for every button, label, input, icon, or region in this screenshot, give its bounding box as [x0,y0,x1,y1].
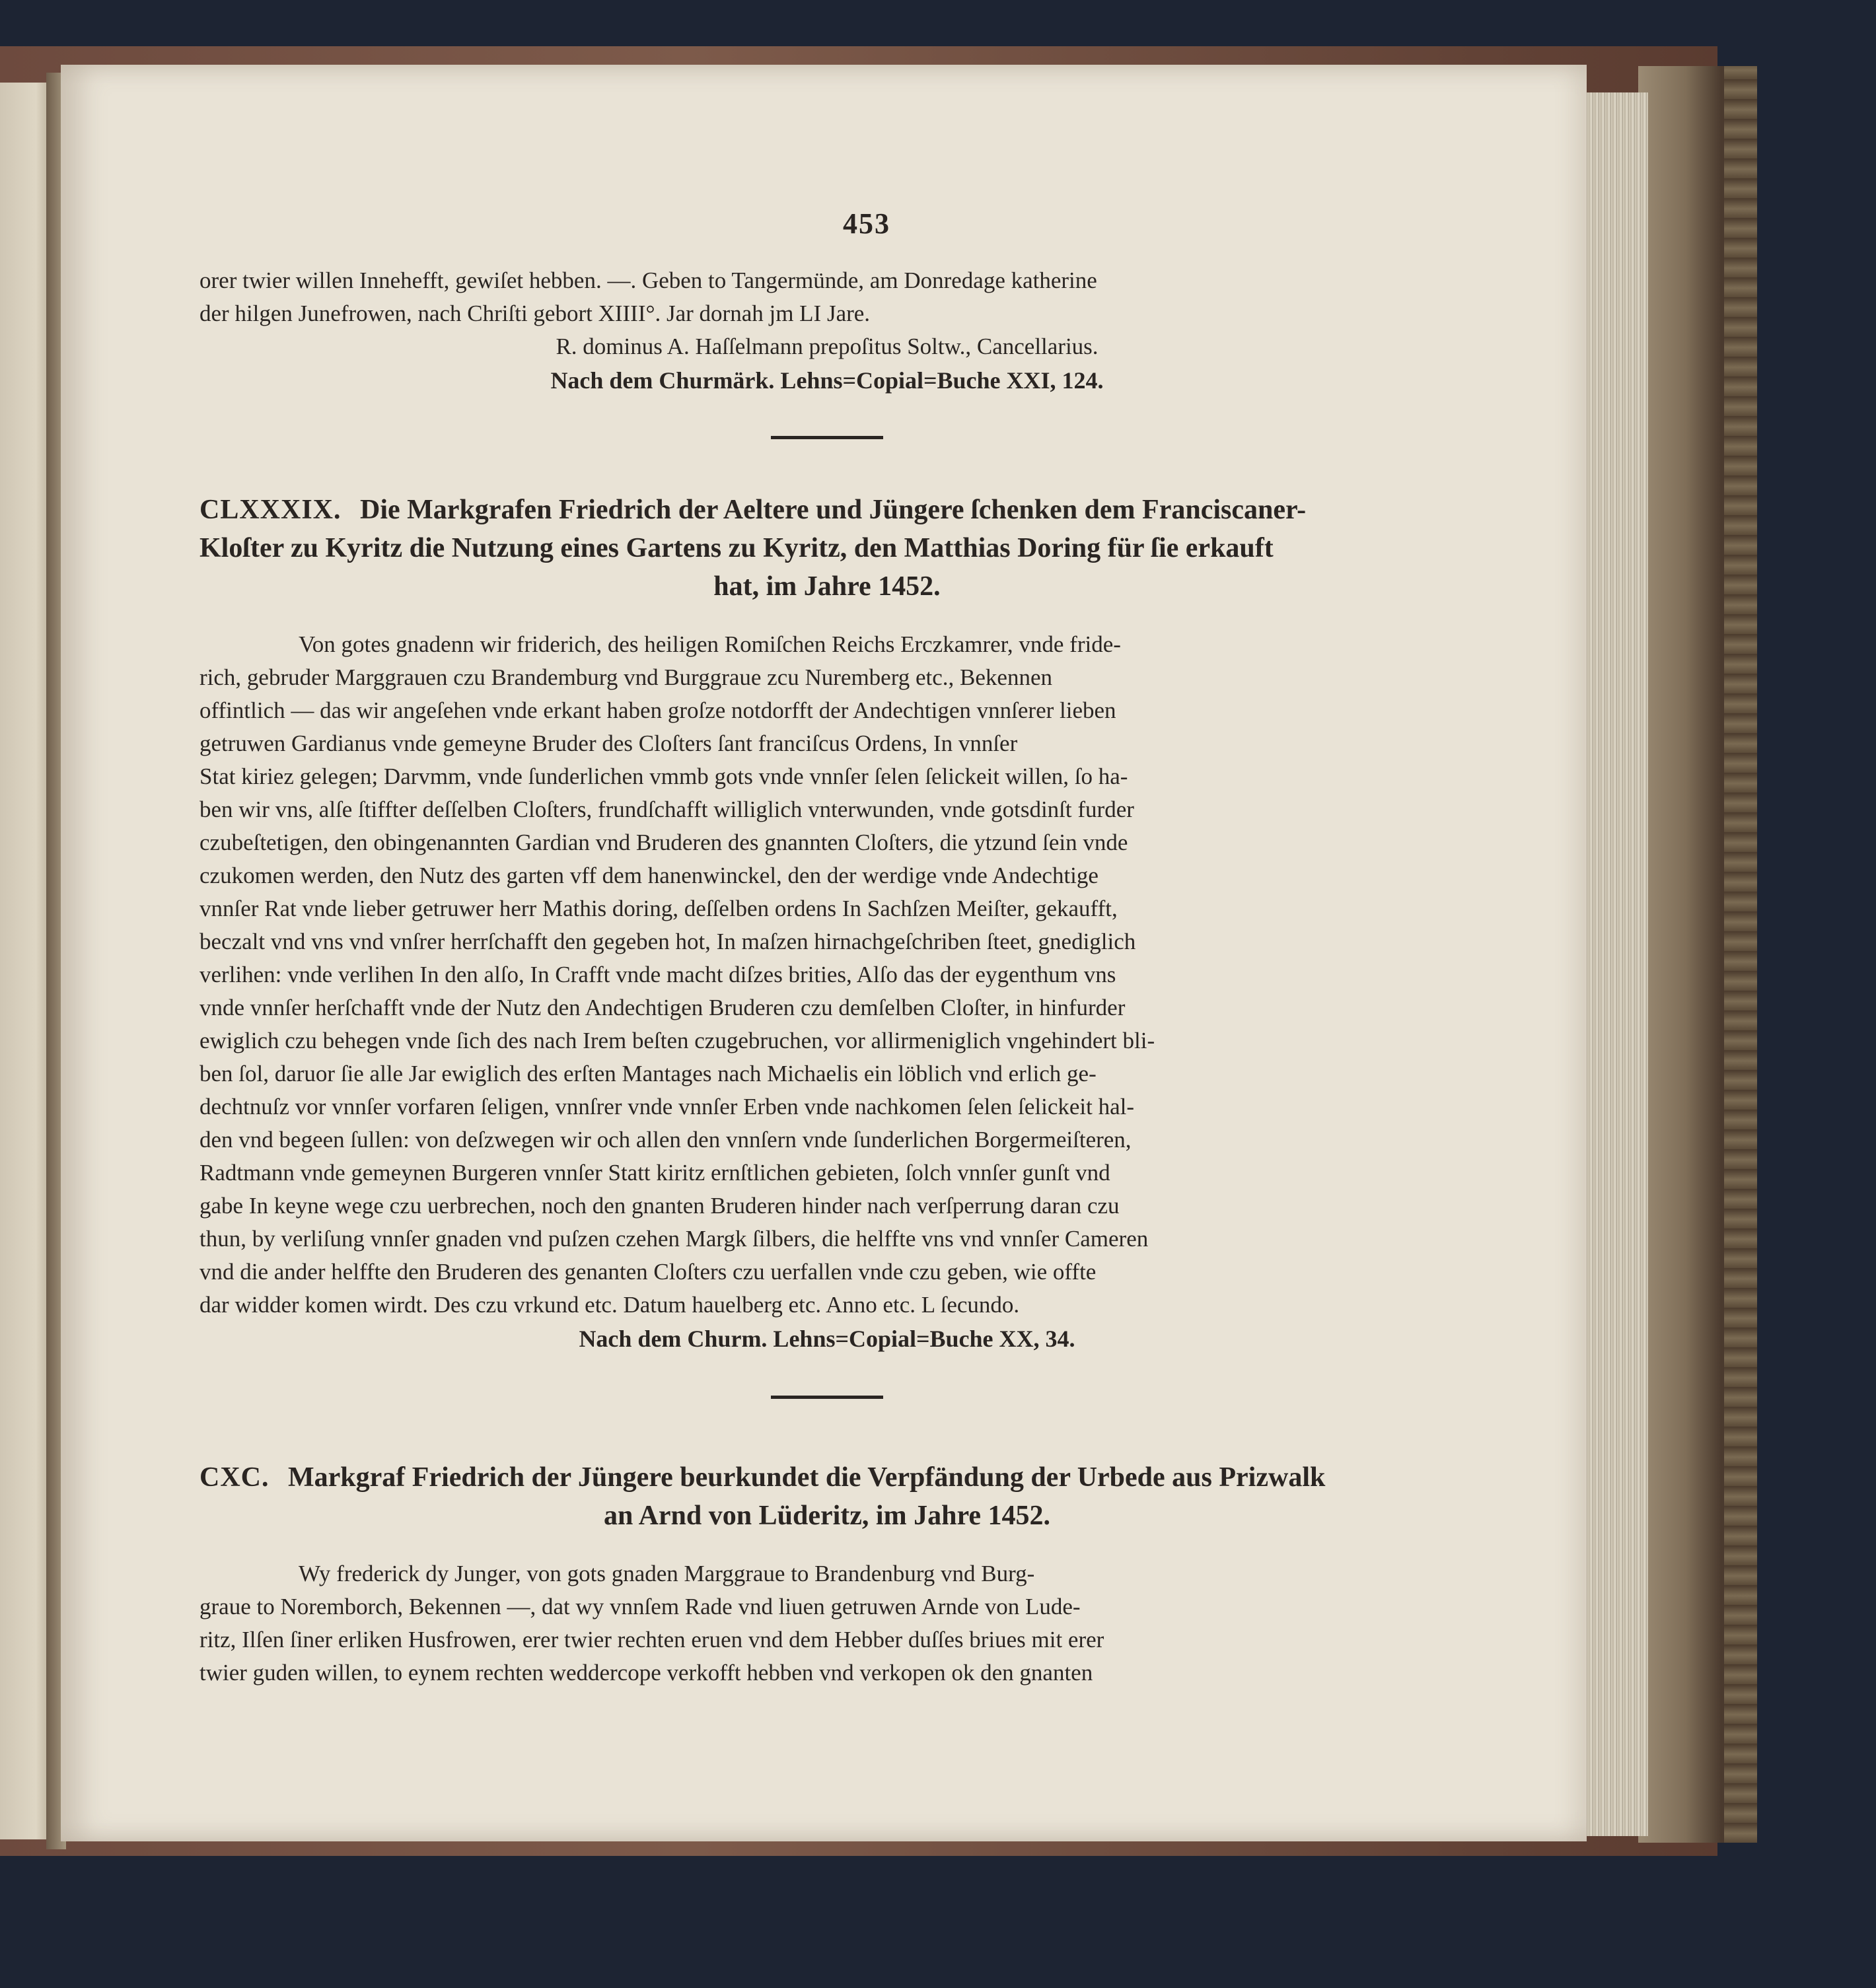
section-number: CLXXXIX. [199,495,342,525]
book-page [61,65,1587,1841]
text-line: beczalt vnd vns vnd vnſrer herrſchafft den gegeben hot, In maſzen hirnachgeſchriben ſteet, gnediglich [199,929,1136,954]
section-divider [771,436,883,439]
heading-line: an Arnd von Lüderitz, im Jahre 1452. [604,1501,1050,1531]
source-citation: Nach dem Churm. Lehns=Copial=Buche XX, 34. [579,1326,1075,1352]
text-line: dar widder komen wirdt. Des czu vrkund etc. Datum hauelberg etc. Anno etc. L ſecundo. [199,1292,1020,1318]
section-heading [199,491,1455,529]
text-line: czubeſtetigen, den obingenannten Gardian vnd Bruderen des gnannten Cloſters, die ytzund ſein vnde [199,830,1128,855]
heading-line: Markgraf Friedrich der Jüngere beurkundet die Verpfändung der Urbede aus Prizwalk [288,1462,1326,1493]
text-line: vnd die ander helffte den Bruderen des genanten Cloſters czu uerfallen vnde czu geben, wie offte [199,1259,1097,1285]
text-line: ewiglich czu behegen vnde ſich des nach Irem beſten czugebruchen, vor allirmeniglich vngehindert bli- [199,1028,1155,1053]
section-number: CXC. [199,1462,270,1493]
text-line: dechtnuſz vor vnnſer vorfaren ſeligen, vnnſrer vnde vnnſer Erben vnde nachkomen ſelen ſelickeit hal- [199,1094,1135,1119]
text-line: vnnſer Rat vnde lieber getruwer herr Mathis doring, deſſelben ordens In Sachſzen Meiſter, gekaufft, [199,896,1118,921]
text-line: vnde vnnſer herſchafft vnde der Nutz den Andechtigen Bruderen czu demſelben Cloſter, in hinfurder [199,995,1126,1020]
text-line: ben wir vns, alſe ſtiffter deſſelben Cloſters, frundſchafft williglich vnterwunden, vnde gotsdinſt furder [199,797,1134,822]
text-line: ben ſol, daruor ſie alle Jar ewiglich des erſten Mantages nach Michaelis ein löblich vnd erlich ge- [199,1061,1097,1086]
text-line: Wy frederick dy Junger, von gots gnaden Marggraue to Brandenburg vnd Burg- [299,1561,1035,1586]
signature-line: R. dominus A. Haſſelmann prepoſitus Soltw., Cancellarius. [556,334,1099,359]
section-heading [199,1458,1455,1497]
carryover-line-1: orer twier willen Innehefft, gewiſet hebben. —. Geben to Tangermünde, am Donredage katherine [199,267,1097,293]
carryover-line-2: der hilgen Junefrowen, nach Chriſti gebort XIIII°. Jar dornah jm LI Jare. [199,301,871,326]
section-divider [771,1396,883,1399]
previous-page-edge [0,83,52,1839]
text-line: twier guden willen, to eynem rechten weddercope verkofft hebben vnd verkopen ok den gnanten [199,1660,1093,1686]
text-line: offintlich — das wir angeſehen vnde erkant haben groſze notdorfft der Andechtigen vnnſerer lieben [199,697,1116,723]
text-line: Radtmann vnde gemeynen Burgeren vnnſer Statt kiritz ernſtlichen gebieten, ſolch vnnſer gunſt vnd [199,1160,1110,1186]
book-cover-right-edge [1638,66,1757,1843]
document-text [199,1557,1455,1689]
text-line: getruwen Gardianus vnde gemeyne Bruder des Cloſters ſant franciſcus Ordens, In vnnſer [199,730,1018,756]
text-line: thun, by verliſung vnnſer gnaden vnd puſzen czehen Margk ſilbers, die helffte vns vnd vnnſer Cameren [199,1226,1149,1252]
page-content [199,207,1455,1689]
text-line: Stat kiriez gelegen; Darvmm, vnde ſunderlichen vmmb gots vnde vnnſer ſelen ſelickeit willen, ſo ha- [199,763,1128,789]
text-line: graue to Noremborch, Bekennen —, dat wy vnnſem Rade vnd liuen getruwen Arnde von Lude- [199,1594,1081,1619]
text-line: czukomen werden, den Nutz des garten vff dem hanenwinckel, den der werdige vnde Andechtige [199,863,1099,888]
heading-line: Kloſter zu Kyritz die Nutzung eines Gartens zu Kyritz, den Matthias Doring für ſie erkauft [199,533,1274,563]
page-number: 453 [843,207,890,240]
heading-line: Die Markgrafen Friedrich der Aeltere und Jüngere ſchenken dem Franciscaner- [360,495,1307,525]
text-line: den vnd begeen ſullen: von deſzwegen wir och allen den vnnſern vnde ſunderlichen Borgermeiſteren, [199,1127,1132,1153]
source-citation: Nach dem Churmärk. Lehns=Copial=Buche XXI, 124. [550,367,1104,394]
text-line: Von gotes gnadenn wir friderich, des heiligen Romiſchen Reichs Erczkamrer, vnde fride- [299,631,1121,657]
text-line: verlihen: vnde verlihen In den alſo, In Crafft vnde macht diſzes brities, Alſo das der eygenthum vns [199,962,1116,987]
text-line: gabe In keyne wege czu uerbrechen, noch den gnanten Bruderen hinder nach verſperrung daran czu [199,1193,1120,1219]
text-line: rich, gebruder Marggrauen czu Brandemburg vnd Burggraue zcu Nuremberg etc., Bekennen [199,664,1052,690]
text-line: ritz, Ilſen ſiner erliken Husfrowen, erer twier rechten eruen vnd dem Hebber duſſes briues mit erer [199,1627,1104,1652]
heading-line: hat, im Jahre 1452. [713,571,941,602]
document-text [199,628,1455,1322]
